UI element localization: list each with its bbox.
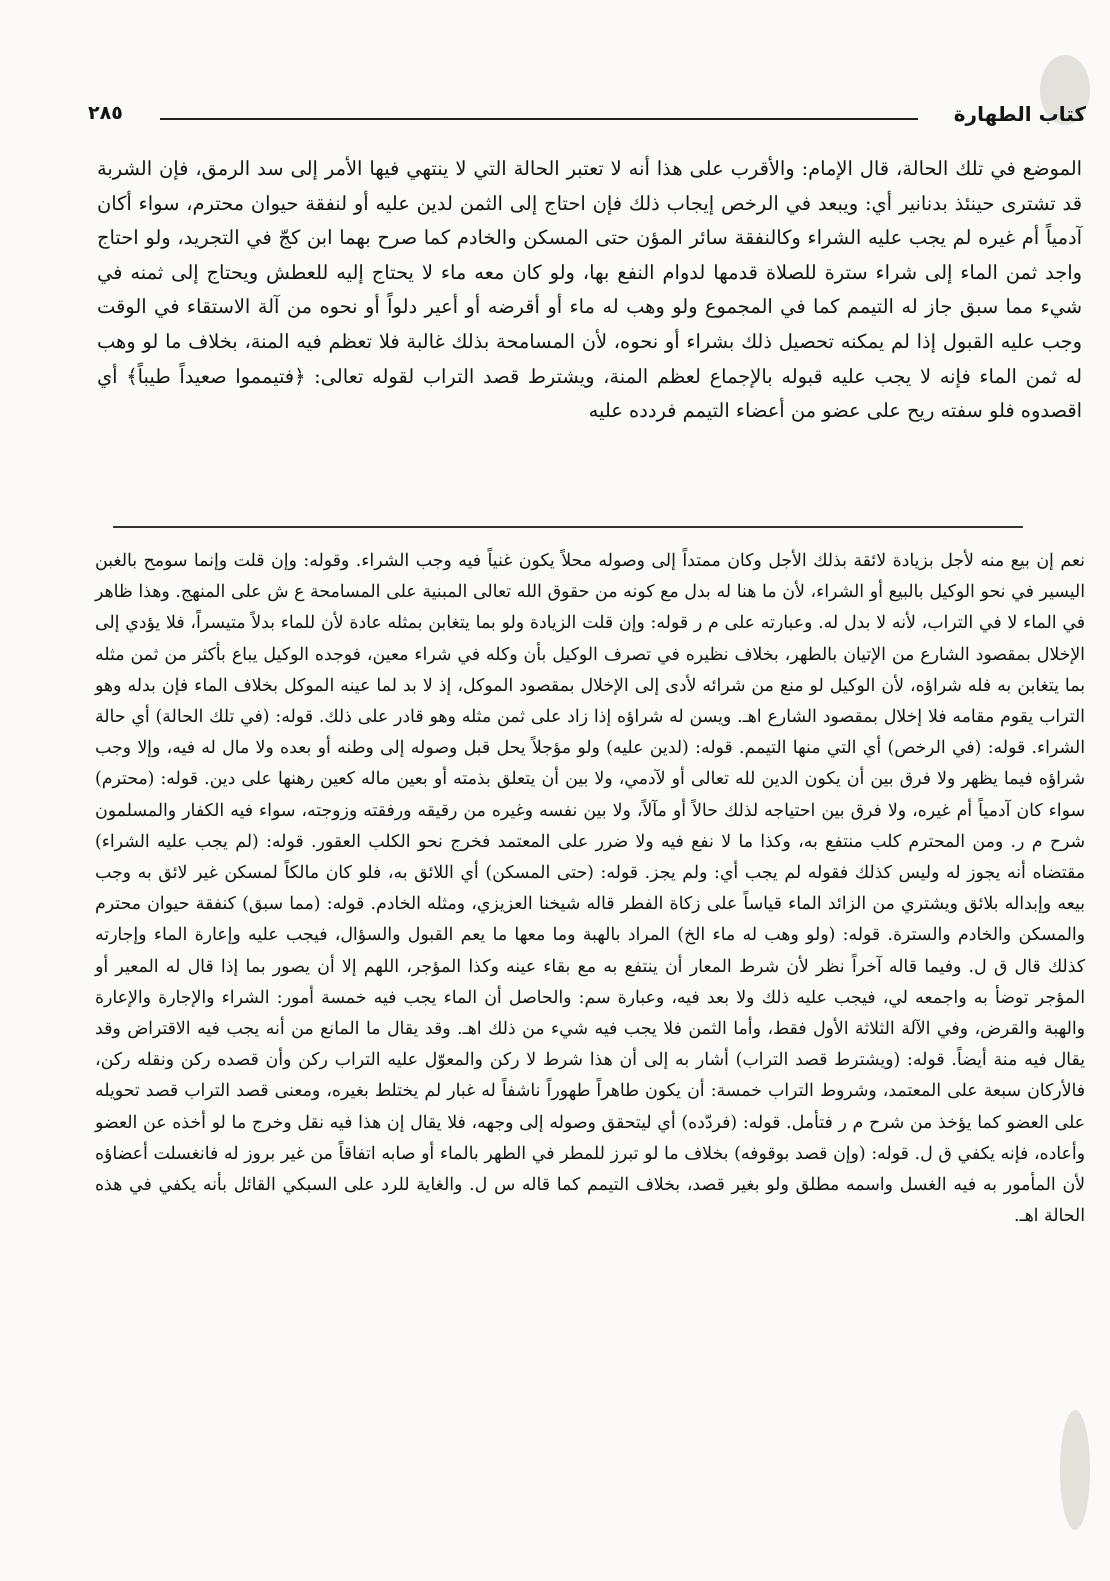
footnotes — [95, 546, 1085, 1232]
main-text — [97, 152, 1082, 429]
main-paragraph: الموضع في تلك الحالة، قال الإمام: والأقرب على هذا أنه لا تعتبر الحالة التي لا ينتهي فيها الأمر إلى سد الرمق، فإن الشربة قد تشترى حينئذ بدنانير أي: ويبعد في الرخص إيجاب ذلك فإن احتاج إلى الثمن لدين عليه أو لنفقة حيوان محترم، سواء أكان آدمياً أم غيره لم يجب عليه الشراء وكالنفقة سائر المؤن حتى المسكن والخادم كما صرح بهما ابن كجّ في التجريد، ولو احتاج واجد ثمن الماء إلى شراء سترة للصلاة قدمها لدوام النفع بها، ولو كان معه ماء لا يحتاج إليه للعطش ويحتاج إلى ثمنه في شيء مما سبق جاز له التيمم كما في المجموع ولو وهب له ماء أو أقرضه أو أعير دلواً أو نحوه من آلة الاستقاء في الوقت وجب عليه القبول إذا لم يمكنه تحصيل ذلك بشراء أو نحوه، لأن المسامحة بذلك غالبة فلا تعظم فيه المنة، بخلاف ما لو وهب له ثمن الماء فإنه لا يجب عليه قبوله بالإجماع لعظم المنة، ويشترط قصد التراب لقوله تعالى: ﴿فتيمموا صعيداً طيباً﴾ أي اقصدوه فلو سفته ريح على عضو من أعضاء التيمم فردده عليه — [97, 157, 1082, 423]
page-number: ٢٨٥ — [88, 102, 123, 124]
header-rule — [160, 118, 918, 120]
footnote-divider — [113, 526, 1023, 528]
book-title: كتاب الطهارة — [953, 102, 1086, 126]
running-header — [88, 100, 1086, 136]
footnote-paragraph: نعم إن بيع منه لأجل بزيادة لائقة بذلك الأجل وكان ممتداً إلى وصوله محلاً يكون غنياً فيه وجب الشراء. وقوله: وإن قلت وإنما سومح بالغبن اليسير في نحو الوكيل بالبيع أو الشراء، لأن ما هنا له بدل مع كونه من حقوق الله تعالى المبنية على المسامحة ع ش على المنهج. وهذا ظاهر في الماء لا في التراب، لأنه لا بدل له. وعبارته على م ر قوله: وإن قلت الزيادة ولو بما يتغابن بمثله عادة لأن للماء بدلاً متيسراً، فلا يؤدي إلى الإخلال بمقصود الشارع من الإتيان بالطهر، بخلاف نظيره في تصرف الوكيل بأن وكله في شراء معين، فوجده الوكيل يباع بأكثر من ثمن مثله بما يتغابن به فله شراؤه، لأن الوكيل لو منع من شرائه لأدى إلى الإخلال بمقصود الموكل، إذ لا بد لما عينه الموكل بخلاف الماء فإن بدله وهو التراب يقوم مقامه فلا إخلال بمقصود الشارع اهـ. ويسن له شراؤه إذا زاد على ثمن مثله وهو قادر على ذلك. قوله: (في تلك الحالة) أي حالة الشراء. قوله: (في الرخص) أي التي منها التيمم. قوله: (لدين عليه) ولو مؤجلاً يحل قبل وصوله إلى وطنه أو بعده ولا مال له فيه، وإلا وجب شراؤه فيما يظهر ولا فرق بين أن يكون الدين لله تعالى أو لآدمي، ولا بين أن يتعلق بذمته أو بعين ماله كعين رهنها على دين. قوله: (محترم) سواء كان آدمياً أم غيره، ولا فرق بين احتياجه لذلك حالاً أو مآلاً، ولا بين نفسه وغيره من رقيقه ورفقته وزوجته، سواء فيه الكفار والمسلمون شرح م ر. ومن المحترم كلب منتفع به، وكذا ما لا نفع فيه ولا ضرر على المعتمد فخرج نحو الكلب العقور. قوله: (لم يجب عليه الشراء) مقتضاه أنه يجوز له وليس كذلك فقوله لم يجب أي: ولم يجز. قوله: (حتى المسكن) أي اللائق به، فلو كان مالكاً لمسكن غير لائق به وجب بيعه وإبداله بلائق ويشتري من الزائد الماء قياساً على زكاة الفطر قاله شيخنا العزيزي، ومثله الخادم. قوله: (مما سبق) كنفقة حيوان محترم والمسكن والخادم والسترة. قوله: (ولو وهب له ماء الخ) المراد بالهبة وما معها ما يعم القبول والسؤال، فيجب عليه وإعارة الماء وإجارته كذلك قال ق ل. وفيما قاله آخراً نظر لأن شرط المعار أن ينتفع به مع بقاء عينه وكذا المؤجر، اللهم إلا أن يصور بما إذا قال له المعير أو المؤجر توضأ به واجمعه لي، فيجب عليه ذلك ولا بعد فيه، وعبارة سم: والحاصل أن الماء يجب فيه خمسة أمور: الشراء والإجارة والإعارة والهبة والقرض، وفي الآلة الثلاثة الأول فقط، وأما الثمن فلا يجب فيه شيء من ذلك اهـ. وقد يقال ما المانع من أنه يجب فيه الاقتراض وقد يقال فيه منة أيضاً. قوله: (ويشترط قصد التراب) أشار به إلى أن هذا شرط لا ركن والمعوّل عليه التراب ركن وأن قصده ركن ونقله ركن، فالأركان سبعة على المعتمد، وشروط التراب خمسة: أن يكون طاهراً طهوراً ناشفاً له غبار لم يختلط بغيره، ومعنى قصد التراب قصد تحويله على العضو كما يؤخذ من شرح م ر فتأمل. قوله: (فردّده) أي ليتحقق وصوله إلى وجهه، فلا يقال إن هذا فيه نقل وخرج ما لو أخذه عن العضو وأعاده، فإنه يكفي ق ل. قوله: (وإن قصد بوقوفه) بخلاف ما لو تبرز للمطر في الطهر بالماء أو صابه اتفاقاً من غير بروز له فانغسلت أعضاؤه لأن المأمور به فيه الغسل واسمه مطلق ولو بغير قصد، بخلاف التيمم كما قاله س ل. والغاية للرد على السبكي القائل بأنه يكفي في هذه الحالة اهـ. — [95, 551, 1085, 1227]
scan-blot — [1060, 1410, 1090, 1530]
